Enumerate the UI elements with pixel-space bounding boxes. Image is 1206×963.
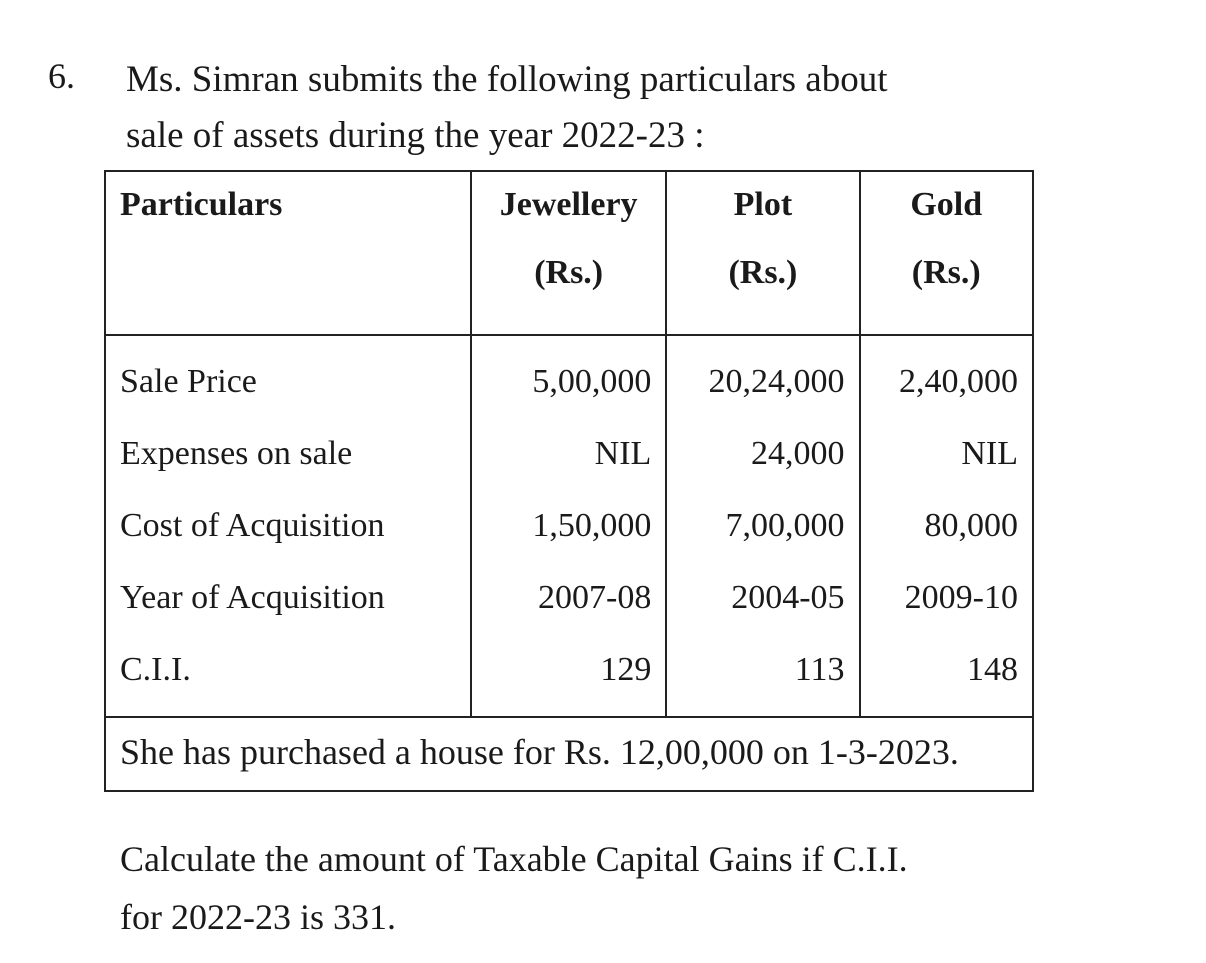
cell-gold: NIL bbox=[860, 418, 1033, 490]
cell-gold: 2,40,000 bbox=[860, 335, 1033, 418]
question-line-2: for 2022-23 is 331. bbox=[120, 897, 396, 937]
header-plot-name: Plot bbox=[733, 186, 793, 223]
cell-jewellery: NIL bbox=[471, 418, 666, 490]
cell-plot: 20,24,000 bbox=[666, 335, 859, 418]
header-gold bbox=[860, 171, 1033, 335]
row-label: Sale Price bbox=[105, 335, 471, 418]
cell-jewellery: 2007-08 bbox=[471, 562, 666, 634]
table-row bbox=[105, 490, 1033, 562]
cell-plot: 24,000 bbox=[666, 418, 859, 490]
table-row bbox=[105, 418, 1033, 490]
row-label: Expenses on sale bbox=[105, 418, 471, 490]
row-label: Cost of Acquisition bbox=[105, 490, 471, 562]
table-row bbox=[105, 562, 1033, 634]
question-line-1: Calculate the amount of Taxable Capital Gains if C.I.I. bbox=[120, 839, 908, 879]
cell-jewellery: 1,50,000 bbox=[471, 490, 666, 562]
row-label: C.I.I. bbox=[105, 634, 471, 717]
intro-line-2: sale of assets during the year 2022-23 : bbox=[126, 115, 705, 156]
table-row bbox=[105, 634, 1033, 717]
cell-jewellery: 129 bbox=[471, 634, 666, 717]
header-jewellery-unit: (Rs.) bbox=[534, 254, 604, 291]
cell-gold: 2009-10 bbox=[860, 562, 1033, 634]
table-row bbox=[105, 335, 1033, 418]
header-plot-unit: (Rs.) bbox=[728, 254, 798, 291]
intro-line-1: Ms. Simran submits the following particulars about bbox=[126, 59, 888, 100]
table-note-row bbox=[105, 717, 1033, 791]
question-text bbox=[120, 830, 1040, 946]
cell-plot: 7,00,000 bbox=[666, 490, 859, 562]
cell-plot: 113 bbox=[666, 634, 859, 717]
header-gold-name: Gold bbox=[910, 186, 983, 223]
question-number: 6. bbox=[48, 56, 75, 96]
assets-table bbox=[104, 170, 1034, 792]
header-plot bbox=[666, 171, 859, 335]
question-intro bbox=[126, 52, 1046, 164]
header-gold-unit: (Rs.) bbox=[911, 254, 981, 291]
cell-gold: 148 bbox=[860, 634, 1033, 717]
header-particulars: Particulars bbox=[105, 171, 471, 335]
header-jewellery bbox=[471, 171, 666, 335]
row-label: Year of Acquisition bbox=[105, 562, 471, 634]
table-header-row bbox=[105, 171, 1033, 335]
header-jewellery-name: Jewellery bbox=[499, 186, 638, 223]
cell-jewellery: 5,00,000 bbox=[471, 335, 666, 418]
table-note: She has purchased a house for Rs. 12,00,000 on 1-3-2023. bbox=[105, 717, 1033, 791]
cell-plot: 2004-05 bbox=[666, 562, 859, 634]
cell-gold: 80,000 bbox=[860, 490, 1033, 562]
